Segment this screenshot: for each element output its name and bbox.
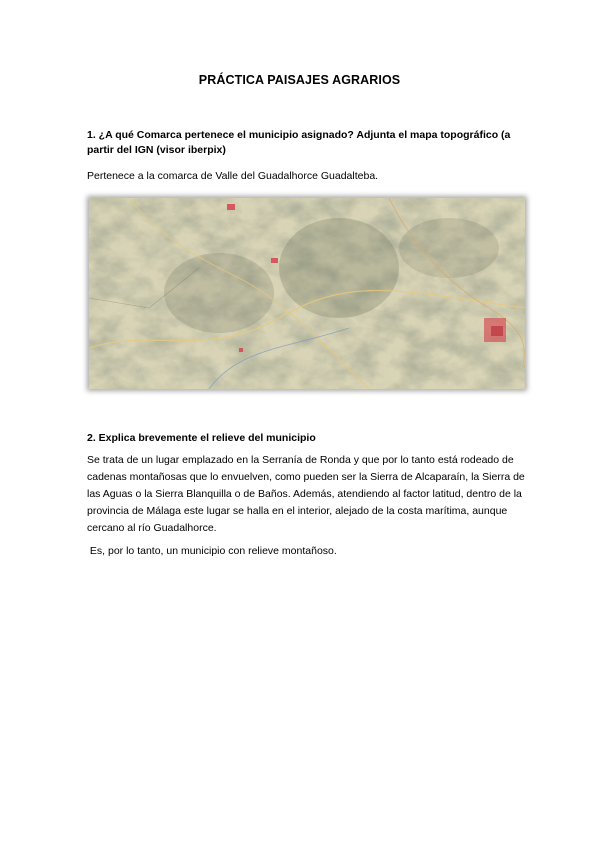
question-2-paragraph-2: Es, por lo tanto, un municipio con relieve montañoso. bbox=[87, 545, 337, 557]
question-2-paragraph-1: Se trata de un lugar emplazado en la Serranía de Ronda y que por lo tanto está rodeado de cadenas montañosas que lo envuelven, como pueden ser la Sierra de Alcaparaín, la Sierra de las Aguas o la Sierra Blanquilla o de Baños. Además, atendiendo al factor latitud, dentro de la provincia de Málaga este lugar se halla en el interior, alejado de la costa marítima, aunque cercano al río Guadalhorce. bbox=[87, 454, 525, 534]
question-1-answer: Pertenece a la comarca de Valle del Guadalhorce Guadalteba. bbox=[87, 170, 379, 182]
question-1-heading: 1. ¿A qué Comarca pertenece el municipio asignado? Adjunta el mapa topográfico (a partir del IGN (visor iberpix) bbox=[87, 129, 511, 156]
topographic-map-image bbox=[89, 198, 525, 389]
question-2-heading: 2. Explica brevemente el relieve del municipio bbox=[87, 432, 316, 444]
page-title: PRÁCTICA PAISAJES AGRARIOS bbox=[198, 73, 401, 87]
